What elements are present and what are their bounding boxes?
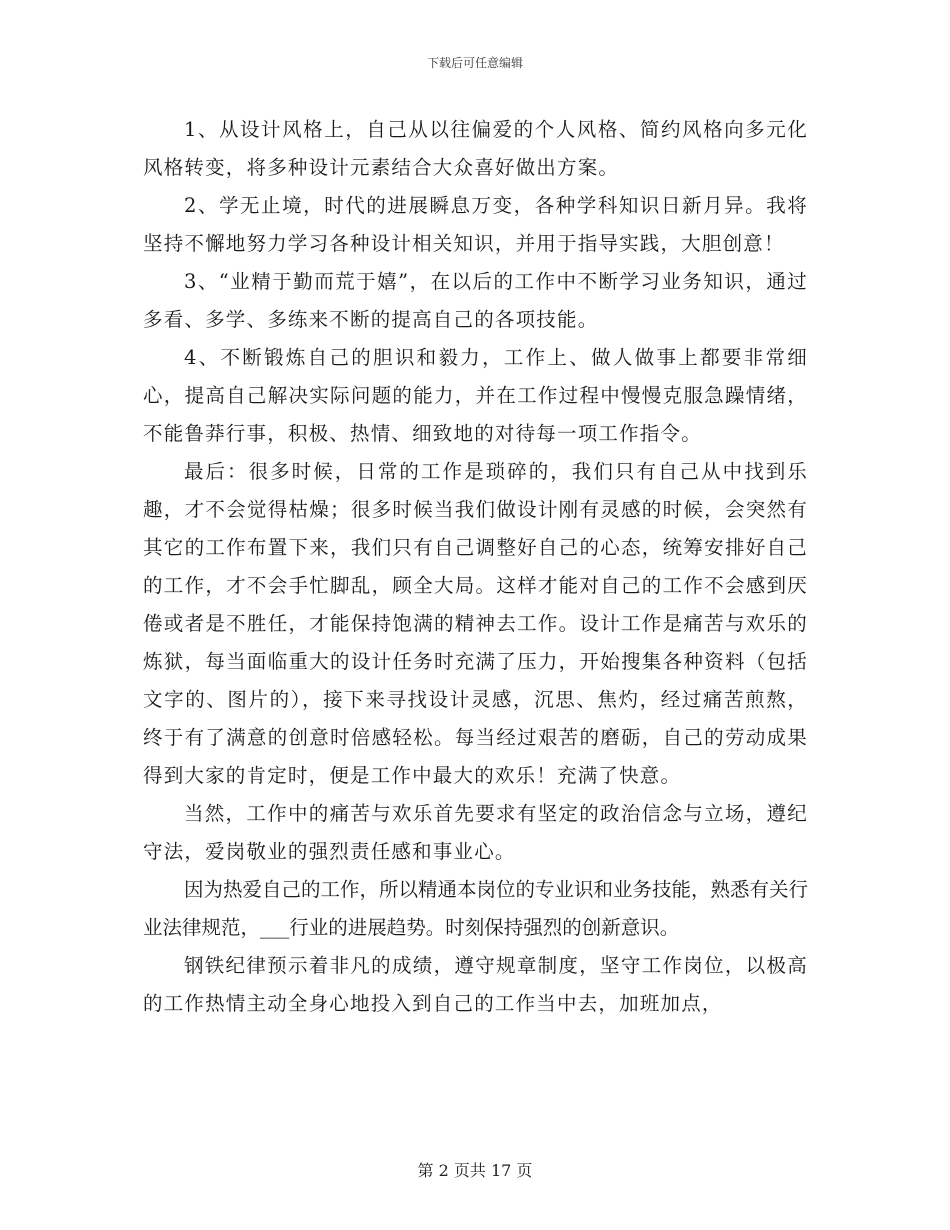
paragraph-perseverance: 4、不断锻炼自己的胆识和毅力，工作上、做人做事上都要非常细心，提高自己解决实际问题的能力，并在工作过程中慢慢克服急躁情绪，不能鲁莽行事，积极、热情、细致地的对待每一项工作指令。 (143, 346, 808, 445)
document-body (143, 111, 808, 1023)
paragraph-discipline: 钢铁纪律预示着非凡的成绩，遵守规章制度，坚守工作岗位，以极高的工作热情主动全身心地投入到自己的工作当中去，加班加点， (143, 954, 808, 1015)
paragraph-conclusion: 最后：很多时候，日常的工作是琐碎的，我们只有自己从中找到乐趣，才不会觉得枯燥；很多时候当我们做设计刚有灵感的时候，会突然有其它的工作布置下来，我们只有自己调整好自己的心态，统筹安排好自己的工作，才不会手忙脚乱，顾全大局。这样才能对自己的工作不会感到厌倦或者是不胜任，才能保持饱满的精神去工作。设计工作是痛苦与欢乐的炼狱，每当面临重大的设计任务时充满了压力，开始搜集各种资料（包括文字的、图片的），接下来寻找设计灵感，沉思、焦灼，经过痛苦煎熬，终于有了满意的创意时倍感轻松。每当经过艰苦的磨砺，自己的劳动成果得到大家的肯定时，便是工作中最大的欢乐！充满了快意。 (143, 460, 808, 787)
page-number: 第 2 页共 17 页 (417, 1161, 533, 1180)
paragraph-political-belief: 当然，工作中的痛苦与欢乐首先要求有坚定的政治信念与立场，遵纪守法，爱岗敬业的强烈责任感和事业心。 (143, 802, 808, 863)
paragraph-design-style: 1、从设计风格上，自己从以往偏爱的个人风格、简约风格向多元化风格转变，将多种设计元素结合大众喜好做出方案。 (143, 118, 808, 179)
page-header: 下载后可任意编辑 (426, 56, 523, 70)
paragraph-continuous-learning: 2、学无止境，时代的进展瞬息万变，各种学科知识日新月异。我将坚持不懈地努力学习各种设计相关知识，并用于指导实践，大胆创意！ (143, 194, 808, 255)
paragraph-professional-knowledge: 因为热爱自己的工作，所以精通本岗位的专业识和业务技能，熟悉有关行业法律规范，___行业的进展趋势。时刻保持强烈的创新意识。 (143, 878, 808, 939)
paragraph-skill-improvement: 3、“业精于勤而荒于嬉”，在以后的工作中不断学习业务知识，通过多看、多学、多练来不断的提高自己的各项技能。 (143, 270, 808, 331)
